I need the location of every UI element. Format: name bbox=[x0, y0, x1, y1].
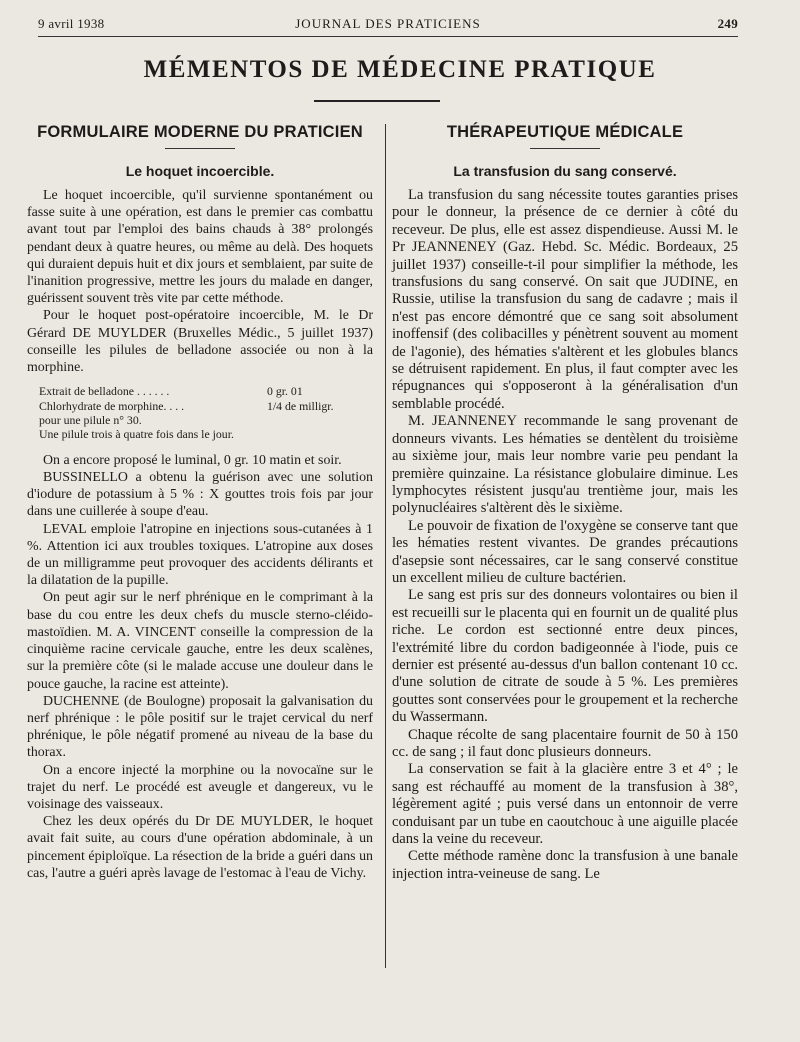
left-section-heading: FORMULAIRE MODERNE DU PRATICIEN bbox=[37, 123, 363, 141]
right-paragraph: Le pouvoir de fixation de l'oxygène se conserve tant que les hématies restent vivantes. De grandes précautions d'asepsie sont nécessaires, car le sang conservé constitue un excellent milieu de culture bactérien. bbox=[392, 517, 738, 586]
right-paragraph: M. JEANNENEY recommande le sang provenant de donneurs vivants. Les hématies se dentèlent du troisième au sixième jour, mais leur nombre varie peu pendant la première quinzaine. La résistance globulaire diminue. Les lymphocytes résistent jusqu'au trentième jour, mais les polynucléaires s'altèrent dès le sixième. bbox=[392, 413, 738, 517]
left-paragraph: Chez les deux opérés du Dr DE MUYLDER, le hoquet avait fait suite, au cours d'une opération abdominale, à un pincement épiploïque. La résection de la bride a guéri dans un cas, l'autre a guéri après lavage de l'estomac à l'eau de Vichy. bbox=[27, 814, 373, 881]
running-header bbox=[38, 14, 738, 36]
left-section-rule bbox=[165, 148, 235, 149]
right-section-heading: THÉRAPEUTIQUE MÉDICALE bbox=[446, 123, 684, 141]
prescription-formula bbox=[39, 384, 373, 442]
formula-ingredient: Chlorhydrate de morphine. . . . bbox=[39, 398, 185, 413]
left-column bbox=[27, 120, 373, 882]
header-rule bbox=[38, 36, 738, 37]
left-paragraph: On peut agir sur le nerf phrénique en le comprimant à la base du cou entre les deux chefs du muscle sterno-cléido-mastoïdien. M. A. VINCENT conseille la compression de la cinquième racine cervicale gauche, entre les deux scalènes, sur la première côte (si le malade accuse une douleur dans le pouce gauche, la racine est atteinte). bbox=[27, 590, 373, 692]
right-column bbox=[392, 120, 738, 883]
header-page-number: 249 bbox=[717, 16, 738, 31]
left-paragraph: LEVAL emploie l'atropine en injections sous-cutanées à 1 %. Attention ici aux troubles toxiques. L'atropine aux doses de un milligramme peut provoquer des accidents délirants et la dilatation de la pupille. bbox=[27, 521, 373, 589]
left-paragraph: DUCHENNE (de Boulogne) proposait la galvanisation du nerf phrénique : le pôle positif sur le trajet cervical du nerf phrénique, le pôle négatif promené au niveau de la base du thorax. bbox=[27, 693, 373, 761]
left-paragraph: On a encore proposé le luminal, 0 gr. 10 matin et soir. bbox=[43, 452, 342, 468]
left-paragraph: Le hoquet incoercible, qu'il survienne spontanément ou fasse suite à une opération, est dans le premier cas combattu avant tout par l'emploi des bains chauds à 38° prolongés pendant deux à quatre heures, ou même au delà. Des hoquets qui duraient depuis huit et dix jours et semblaient, par suite de l'inanition progressive, mettre les jours du malade en danger, guérissent souvent très vite par cette méthode. bbox=[27, 188, 373, 307]
right-paragraph: Le sang est pris sur des donneurs volontaires ou bien il est recueilli sur le placenta qui en fournit un de qualité plus riche. Le cordon est sectionné entre deux pinces, l'extrémité libre du cordon badigeonnée à l'iode, puis ce dernier est présenté au-dessus d'un ballon contenant 10 cc. d'une solution de citrate de soude à 5 %. Les premières gouttes sont conservées pour le groupement et la recherche du Wassermann. bbox=[392, 587, 738, 726]
formula-line bbox=[39, 399, 373, 413]
header-date: 9 avril 1938 bbox=[38, 16, 105, 31]
formula-dose: 0 gr. 01 bbox=[267, 384, 303, 399]
header-journal-name: JOURNAL DES PRATICIENS bbox=[295, 16, 481, 31]
left-paragraph: Pour le hoquet post-opératoire incoercible, M. le Dr Gérard DE MUYLDER (Bruxelles Médic., 5 juillet 1937) conseille les pilules de belladone associée ou non à la morphine. bbox=[27, 308, 373, 376]
right-paragraph: La conservation se fait à la glacière entre 3 et 4° ; le sang est réchauffé au moment de la transfusion à 38°, légèrement agité ; puis versé dans un entonnoir de verre conduisant par un tube en caoutchouc à une aiguille placée dans la veine du receveur. bbox=[392, 761, 738, 848]
right-article-title: La transfusion du sang conservé. bbox=[453, 163, 677, 179]
right-paragraph: Chaque récolte de sang placentaire fournit de 50 à 150 cc. de sang ; il faut donc plusieurs donneurs. bbox=[392, 726, 738, 760]
left-article-title: Le hoquet incoercible. bbox=[125, 163, 275, 179]
page-title: MÉMENTOS DE MÉDECINE PRATIQUE bbox=[143, 56, 657, 83]
formula-posology: Une pilule trois à quatre fois dans le jour. bbox=[39, 427, 234, 442]
column-divider bbox=[385, 124, 386, 968]
formula-dose: 1/4 de milligr. bbox=[267, 398, 334, 413]
right-section-rule bbox=[530, 148, 600, 149]
formula-ingredient: Extrait de belladone . . . . . . bbox=[39, 384, 170, 399]
formula-quantity: pour une pilule n° 30. bbox=[39, 413, 142, 428]
right-paragraph: Cette méthode ramène donc la transfusion à une banale injection intra-veineuse de sang. Le bbox=[392, 848, 738, 882]
right-paragraph: La transfusion du sang nécessite toutes garanties prises pour le donneur, la présence de ce dernier à côté du receveur. De plus, elle est assez dispendieuse. Aussi M. le Pr JEANNENEY (Gaz. Hebd. Sc. Médic. Bordeaux, 25 juillet 1937) conseille-t-il pour simplifier la méthode, les transfusions du sang conservé. On sait que JUDINE, en Russie, utilise la transfusion du sang de cadavre ; mais il n'est pas encore démontré que ce sang soit absolument inoffensif (des colibacilles y pénètrent souvent au moment de l'agonie), des hématies s'altèrent et les globules blancs se détruisent rapidement. En plus, il faut compter avec les répugnances qui s'opposeront à la généralisation d'un semblable procédé. bbox=[392, 187, 738, 412]
left-paragraph: On a encore injecté la morphine ou la novocaïne sur le trajet du nerf. Le procédé est aveugle et dangereux, vu le voisinage des vaisseaux. bbox=[27, 762, 373, 812]
left-paragraph: BUSSINELLO a obtenu la guérison avec une solution d'iodure de potassium à 5 % : X gouttes trois fois par jour dans une cuillerée à soupe d'eau. bbox=[27, 470, 373, 520]
formula-line bbox=[39, 384, 373, 398]
title-rule bbox=[314, 100, 440, 102]
